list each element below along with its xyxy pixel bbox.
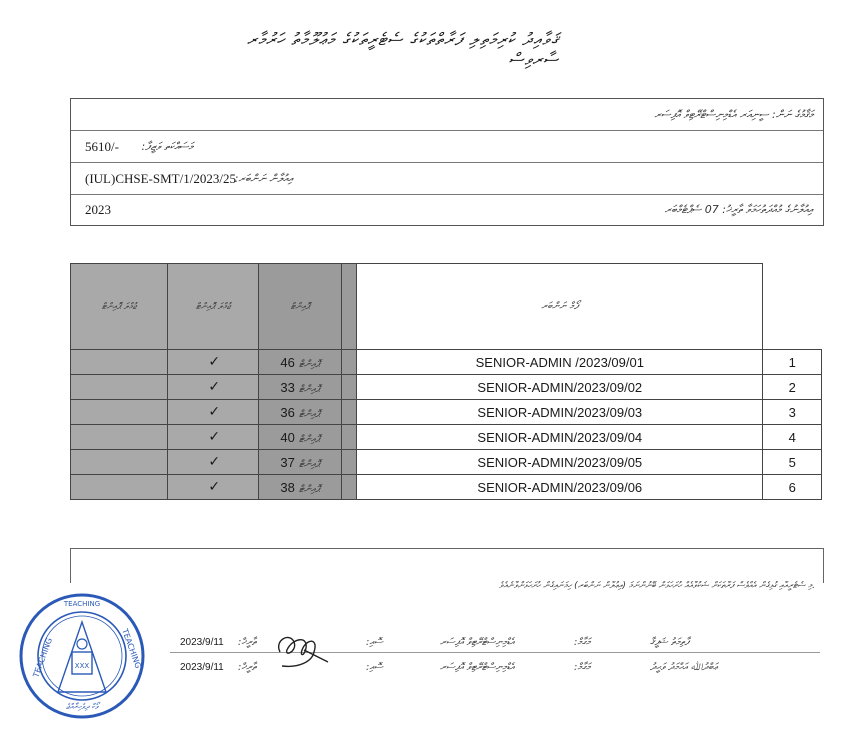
announcement-value: (IUL)CHSE-SMT/1/2023/25 (85, 170, 236, 186)
header-check: ޖުމްލަ ޕޮއިންޓް (168, 264, 259, 350)
table-row (71, 400, 822, 425)
salary-label: މަސައްކަތ ވަޒީފާ: (141, 139, 193, 153)
header-total: ޖުމްލަ ޕޮއިންޓް (71, 264, 168, 350)
row-num: 3 (763, 400, 822, 425)
stamp-text-bottom: ވޯކް ދިވެހިރާއްޖެ (65, 702, 99, 711)
row-ref: SENIOR-ADMIN/2023/09/05 (357, 450, 763, 475)
info-box (70, 98, 824, 226)
sig1-date-label: ތާރީޚް: (238, 636, 257, 648)
row-score-value: 38 (280, 479, 295, 495)
row-score-unit: ޕޮއިންޓް (298, 358, 320, 370)
table-row (71, 475, 822, 500)
header-score: ޕޮއިންޓް (259, 264, 342, 350)
row-spacer (342, 375, 357, 400)
row-spacer (342, 425, 357, 450)
info-row-deadline (71, 195, 823, 225)
sig2-date-label: ތާރީޚް: (238, 661, 257, 673)
sig1-post-label: މަގާމް: (574, 636, 590, 648)
info-row-post (71, 99, 823, 131)
table-header-row (71, 264, 822, 350)
row-spacer (342, 450, 357, 475)
row-num: 5 (763, 450, 822, 475)
row-total (71, 375, 168, 400)
svg-text:XXX: XXX (74, 662, 90, 670)
row-score-value: 46 (280, 354, 295, 370)
row-score-unit: ޕޮއިންޓް (298, 408, 320, 420)
sig1-date: 2023/9/11 (180, 636, 224, 648)
stamp-text-left: TEACHING (31, 636, 55, 679)
row-total (71, 475, 168, 500)
note-frame (70, 548, 824, 583)
official-stamp-icon (18, 592, 146, 720)
deadline-label: އިއުލާނުގެ މުއްދަތުހަމަވާ ތާރީޚު: 07 ސެޕްޓެމްބަރ (664, 203, 813, 216)
row-score (259, 425, 342, 450)
sig2-sign-label: ސޮއި: (366, 661, 383, 673)
stamp-text-top: TEACHING (63, 600, 101, 608)
row-num: 1 (763, 350, 822, 375)
row-check-mark: ✓ (168, 350, 259, 375)
row-score-value: 36 (280, 404, 295, 420)
sig1-sign-label: ސޮއި: (366, 636, 383, 648)
row-total (71, 350, 168, 375)
row-spacer (342, 400, 357, 425)
row-total (71, 450, 168, 475)
row-score-value: 37 (280, 454, 295, 470)
row-score-unit: ޕޮއިންޓް (298, 433, 320, 445)
row-spacer (342, 350, 357, 375)
sig2-post-label: މަގާމް: (574, 661, 590, 673)
row-score (259, 375, 342, 400)
salary-value: 5610/- (85, 138, 119, 154)
row-num: 4 (763, 425, 822, 450)
row-total (71, 425, 168, 450)
signature-scribble (268, 622, 338, 682)
row-score-value: 40 (280, 429, 295, 445)
row-check-mark: ✓ (168, 375, 259, 400)
row-ref: SENIOR-ADMIN /2023/09/01 (357, 350, 763, 375)
header-ref: ފޯމް ނަންބަރ (357, 264, 763, 350)
row-check-mark: ✓ (168, 450, 259, 475)
table-row (71, 350, 822, 375)
row-num: 6 (763, 475, 822, 500)
row-score-value: 33 (280, 379, 295, 395)
sig2-date: 2023/9/11 (180, 661, 224, 673)
row-check-mark: ✓ (168, 400, 259, 425)
deadline-year: 2023 (85, 202, 111, 217)
table-row (71, 425, 822, 450)
sig2-name: ޢަބްދުﷲ އަޙްމަދު ވަޙީދު (650, 661, 718, 673)
header-spacer (342, 264, 357, 350)
stamp-text-right: TEACHING (120, 627, 143, 670)
info-row-salary (71, 131, 823, 163)
post-label: މަޤާމުގެ ނަން: ސީނިއަރ އެޑްމިނިސްޓްރޭޓިވް އޮފިސަރ (654, 107, 813, 121)
row-score (259, 475, 342, 500)
header-num-blank (763, 264, 822, 350)
announcement-label: އިއުލާން ނަންބަރ: (234, 171, 293, 185)
row-total (71, 400, 168, 425)
sig2-post: އެޑްމިނިސްޓްރޭޓިވް އޮފިސަރ (440, 661, 515, 673)
row-score-unit: ޕޮއިންޓް (298, 383, 320, 395)
row-spacer (342, 475, 357, 500)
row-ref: SENIOR-ADMIN/2023/09/02 (357, 375, 763, 400)
page-title: ޤަވާއިދު ކުރިމަތިލި ފަރާތްތަކުގެ ސެޓެރީތަކުގެ މަޢުލޫމާތު ހަރުމާރ ސާރވިސް (246, 30, 559, 70)
sig1-post: އެޑްމިނިސްޓްރޭޓިވް އޮފިސަރ (440, 636, 515, 648)
row-num: 2 (763, 375, 822, 400)
note-text: މި ސެޓެރީއާއި ގުޅިގެން އެއްވެސް ފަރާތަކަށް ޝަކުވާއެއް ހުށަހަޅަން ބޭނުންނަމަ (އިޢުލާން ނަންބަރ) ހިމަނައިގެން ހުށަހަޅަންވާނެއެވެ. (499, 581, 815, 591)
row-score (259, 350, 342, 375)
info-row-announcement (71, 163, 823, 195)
sig1-name: ފާތިމަތު ޝަފީޤާ (650, 636, 689, 648)
row-ref: SENIOR-ADMIN/2023/09/03 (357, 400, 763, 425)
row-check-mark: ✓ (168, 425, 259, 450)
row-score (259, 450, 342, 475)
row-ref: SENIOR-ADMIN/2023/09/06 (357, 475, 763, 500)
row-score-unit: ޕޮއިންޓް (298, 483, 320, 495)
row-check-mark: ✓ (168, 475, 259, 500)
row-score (259, 400, 342, 425)
table-row (71, 375, 822, 400)
results-table (70, 263, 822, 500)
table-row (71, 450, 822, 475)
row-score-unit: ޕޮއިންޓް (298, 458, 320, 470)
row-ref: SENIOR-ADMIN/2023/09/04 (357, 425, 763, 450)
